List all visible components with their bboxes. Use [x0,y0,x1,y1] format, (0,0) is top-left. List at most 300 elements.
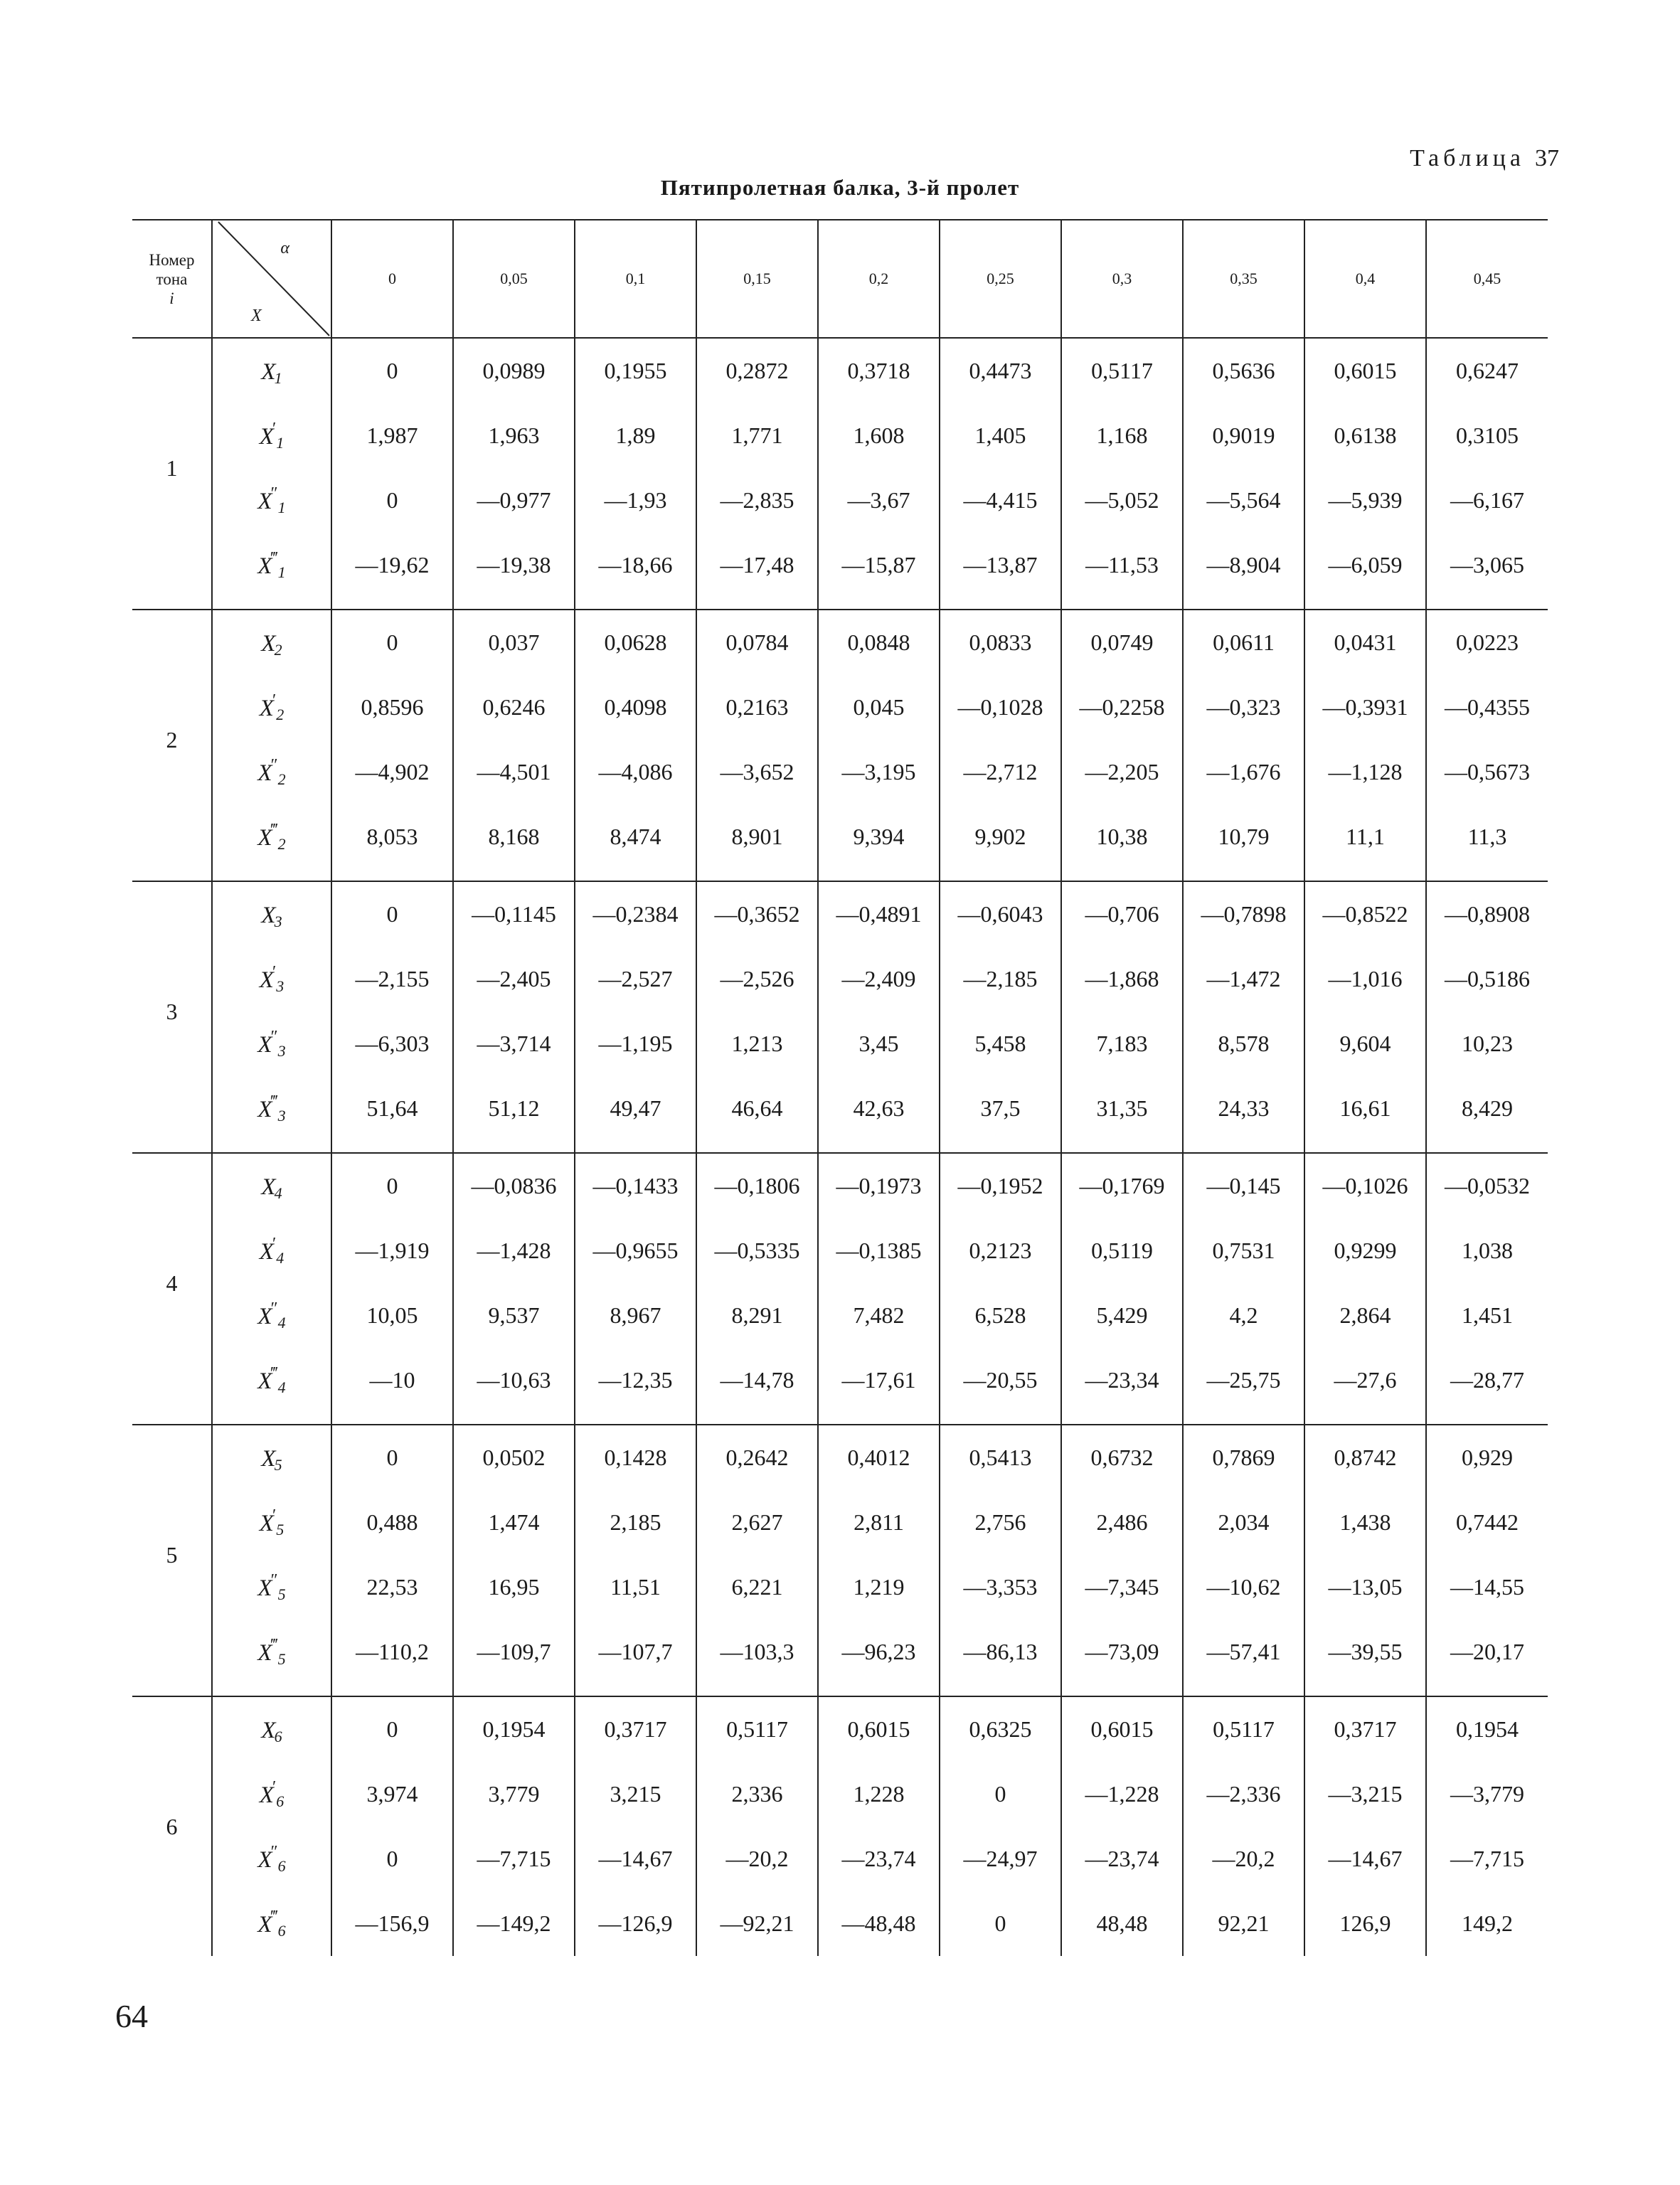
function-symbol [212,881,331,947]
value-cell: —5,939 [1304,468,1426,533]
function-symbol [212,1076,331,1141]
function-symbol [212,1762,331,1827]
spacer-cell [1183,1141,1304,1153]
value-cell: —1,472 [1183,947,1304,1011]
spacer-cell [1426,1413,1548,1425]
value-cell: 8,429 [1426,1076,1548,1141]
value-cell: —0,1026 [1304,1153,1426,1218]
value-cell: —2,405 [453,947,575,1011]
spacer-cell [696,597,818,610]
value-cell: —5,564 [1183,468,1304,533]
value-cell: 37,5 [940,1076,1061,1141]
value-cell: 0,1954 [453,1696,575,1762]
alpha-header: 0,45 [1426,220,1548,338]
spacer-cell [1061,1413,1183,1425]
value-cell: 1,213 [696,1011,818,1076]
value-cell: —0,1769 [1061,1153,1183,1218]
value-cell: —0,4355 [1426,675,1548,740]
spacer-cell [212,597,331,610]
symbol-derivative-mark: ‴ [270,820,278,839]
value-cell: 1,963 [453,403,575,468]
alpha-header: 0,4 [1304,220,1426,338]
value-cell: —7,715 [453,1827,575,1891]
value-cell: —0,5186 [1426,947,1548,1011]
value-cell: 2,034 [1183,1490,1304,1555]
value-cell: —28,77 [1426,1348,1548,1413]
value-cell: —0,5673 [1426,740,1548,804]
spacer-cell [1061,869,1183,881]
value-cell: —149,2 [453,1891,575,1956]
value-cell: 0,0628 [575,610,696,675]
value-cell: 0,1954 [1426,1696,1548,1762]
value-cell: —1,128 [1304,740,1426,804]
table-row [132,1762,1548,1827]
symbol-subscript: 2 [277,770,286,788]
value-cell: 92,21 [1183,1891,1304,1956]
symbol-derivative-mark: ‴ [270,1092,278,1111]
value-cell: —18,66 [575,533,696,597]
value-cell: 0,8742 [1304,1425,1426,1490]
value-cell: —2,835 [696,468,818,533]
value-cell: 6,221 [696,1555,818,1620]
value-cell: —27,6 [1304,1348,1426,1413]
spacer-cell [132,1684,212,1696]
value-cell: 1,168 [1061,403,1183,468]
value-cell: 0,3718 [818,338,940,403]
symbol-derivative-mark: ′ [272,1234,277,1253]
value-cell: 11,1 [1304,804,1426,869]
value-cell: 9,394 [818,804,940,869]
function-symbol [212,1555,331,1620]
value-cell: 49,47 [575,1076,696,1141]
spacer-cell [818,597,940,610]
symbol-subscript: 5 [277,1585,286,1603]
value-cell: —7,345 [1061,1555,1183,1620]
table-label-word: Таблица [1410,145,1525,171]
symbol-base: X [257,1031,272,1058]
value-cell: —1,93 [575,468,696,533]
value-cell: 9,902 [940,804,1061,869]
value-cell: —0,9655 [575,1218,696,1283]
value-cell: —14,67 [575,1827,696,1891]
alpha-header: 0,05 [453,220,575,338]
value-cell: —3,67 [818,468,940,533]
value-cell: 0,5117 [1183,1696,1304,1762]
value-cell: —0,1433 [575,1153,696,1218]
symbol-subscript: 4 [277,1313,286,1331]
value-cell: —14,78 [696,1348,818,1413]
value-cell: 0 [331,1425,453,1490]
value-cell: —0,977 [453,468,575,533]
value-cell: —0,8522 [1304,881,1426,947]
value-cell: —4,415 [940,468,1061,533]
value-cell: 0,3717 [575,1696,696,1762]
function-symbol [212,740,331,804]
spacer-cell [1061,1141,1183,1153]
value-cell: 0 [331,338,453,403]
table-row [132,468,1548,533]
spacer-cell [453,1413,575,1425]
table-row [132,1218,1548,1283]
value-cell: 0,7869 [1183,1425,1304,1490]
value-cell: —0,7898 [1183,881,1304,947]
value-cell: 3,779 [453,1762,575,1827]
value-cell: 24,33 [1183,1076,1304,1141]
value-cell: —6,303 [331,1011,453,1076]
symbol-derivative-mark: ‴ [270,1363,278,1383]
value-cell: —2,205 [1061,740,1183,804]
spacer-cell [1061,1684,1183,1696]
alpha-header: 0,1 [575,220,696,338]
value-cell: 0 [331,881,453,947]
value-cell: 8,474 [575,804,696,869]
value-cell: —1,868 [1061,947,1183,1011]
value-cell: —0,706 [1061,881,1183,947]
value-cell: 0,5636 [1183,338,1304,403]
spacer-cell [1304,869,1426,881]
tone-number: 4 [132,1153,212,1413]
table-row [132,1490,1548,1555]
value-cell: 2,864 [1304,1283,1426,1348]
spacer-cell [940,1684,1061,1696]
value-cell: 16,61 [1304,1076,1426,1141]
spacer-cell [212,1141,331,1153]
value-cell: 1,438 [1304,1490,1426,1555]
spacer-cell [1304,597,1426,610]
value-cell: —39,55 [1304,1620,1426,1684]
group-separator [132,1141,1548,1153]
value-cell: 22,53 [331,1555,453,1620]
symbol-derivative-mark: ′ [272,691,277,710]
table-row [132,804,1548,869]
symbol-subscript: 5 [276,1520,285,1538]
spacer-cell [1183,1684,1304,1696]
value-cell: —0,1952 [940,1153,1061,1218]
alpha-header: 0 [331,220,453,338]
value-cell: —24,97 [940,1827,1061,1891]
value-cell: 0,6015 [1304,338,1426,403]
alpha-header: 0,3 [1061,220,1183,338]
value-cell: 51,12 [453,1076,575,1141]
table-label [1410,145,1559,172]
symbol-base: X [257,1911,272,1937]
table-row [132,1696,1548,1762]
spacer-cell [331,1413,453,1425]
value-cell: 2,811 [818,1490,940,1555]
value-cell: 2,627 [696,1490,818,1555]
value-cell: 42,63 [818,1076,940,1141]
spacer-cell [212,1684,331,1696]
value-cell: 8,168 [453,804,575,869]
function-symbol [212,1490,331,1555]
function-symbol [212,1218,331,1283]
value-cell: 3,215 [575,1762,696,1827]
value-cell: —7,715 [1426,1827,1548,1891]
value-cell: —86,13 [940,1620,1061,1684]
value-cell: —0,2384 [575,881,696,947]
value-cell: —14,55 [1426,1555,1548,1620]
symbol-subscript: 2 [277,834,286,853]
function-symbol [212,1891,331,1956]
value-cell: —96,23 [818,1620,940,1684]
symbol-subscript: 6 [277,1856,286,1875]
value-cell: —2,409 [818,947,940,1011]
value-cell: 8,578 [1183,1011,1304,1076]
value-cell: —13,05 [1304,1555,1426,1620]
value-cell: 51,64 [331,1076,453,1141]
value-cell: —11,53 [1061,533,1183,597]
symbol-base: X [259,423,274,450]
value-cell: —23,74 [1061,1827,1183,1891]
page-number: 64 [115,1998,148,2034]
value-cell: 11,3 [1426,804,1548,869]
group-separator [132,869,1548,881]
value-cell: —126,9 [575,1891,696,1956]
table-row [132,1891,1548,1956]
spacer-cell [1304,1141,1426,1153]
value-cell: 0,6325 [940,1696,1061,1762]
group-separator [132,1413,1548,1425]
value-cell: —3,215 [1304,1762,1426,1827]
value-cell: 0,9019 [1183,403,1304,468]
value-cell: —0,145 [1183,1153,1304,1218]
alpha-header: 0,15 [696,220,818,338]
alpha-header: 0,35 [1183,220,1304,338]
spacer-cell [132,869,212,881]
table-row [132,947,1548,1011]
value-cell: 0,0784 [696,610,818,675]
symbol-base: X [257,1368,272,1394]
spacer-cell [1304,1684,1426,1696]
table-body [132,338,1548,1956]
table-row [132,1283,1548,1348]
value-cell: 48,48 [1061,1891,1183,1956]
value-cell: 2,336 [696,1762,818,1827]
symbol-base: X [261,902,276,928]
value-cell: 16,95 [453,1555,575,1620]
spacer-cell [1426,869,1548,881]
symbol-subscript: 1 [277,563,286,581]
table-row [132,1555,1548,1620]
value-cell: —0,1028 [940,675,1061,740]
value-cell: 1,771 [696,403,818,468]
value-cell: 8,901 [696,804,818,869]
spacer-cell [940,1141,1061,1153]
spacer-cell [1426,597,1548,610]
value-cell: 7,183 [1061,1011,1183,1076]
table-row [132,533,1548,597]
value-cell: —0,1145 [453,881,575,947]
table-row [132,1076,1548,1141]
data-table [132,219,1548,1956]
table-row [132,610,1548,675]
alpha-header: 0,25 [940,220,1061,338]
spacer-cell [331,1141,453,1153]
table-row [132,675,1548,740]
value-cell: 2,756 [940,1490,1061,1555]
value-cell: —3,195 [818,740,940,804]
value-cell: 1,89 [575,403,696,468]
spacer-cell [940,597,1061,610]
value-cell: —1,016 [1304,947,1426,1011]
spacer-cell [331,1684,453,1696]
spacer-cell [1426,1684,1548,1696]
value-cell: —0,1385 [818,1218,940,1283]
symbol-base: X [257,824,272,851]
value-cell: —2,336 [1183,1762,1304,1827]
function-symbol [212,403,331,468]
table-row [132,1153,1548,1218]
symbol-base: X [259,695,274,721]
value-cell: 6,528 [940,1283,1061,1348]
symbol-derivative-mark: ′ [272,1506,277,1525]
value-cell: —17,48 [696,533,818,597]
symbol-subscript: 3 [277,1106,286,1125]
function-symbol [212,1425,331,1490]
symbol-base: X [259,967,274,993]
symbol-derivative-mark: ′ [272,962,277,982]
value-cell: 0,0749 [1061,610,1183,675]
value-cell: 0,6732 [1061,1425,1183,1490]
value-cell: —0,0532 [1426,1153,1548,1218]
tone-header-line-2: тона [156,270,188,288]
value-cell: —14,67 [1304,1827,1426,1891]
value-cell: 0,7531 [1183,1218,1304,1283]
value-cell: —48,48 [818,1891,940,1956]
value-cell: 0 [331,1827,453,1891]
tone-number: 3 [132,881,212,1141]
value-cell: —6,167 [1426,468,1548,533]
tone-header-line-3: i [169,289,174,307]
value-cell: —92,21 [696,1891,818,1956]
spacer-cell [1183,597,1304,610]
symbol-base: X [257,488,272,514]
symbol-base: X [259,1782,274,1808]
value-cell: 126,9 [1304,1891,1426,1956]
value-cell: 0,6138 [1304,403,1426,468]
value-cell: 0,0833 [940,610,1061,675]
value-cell: —0,0836 [453,1153,575,1218]
symbol-base: X [257,1096,272,1122]
alpha-header: 0,2 [818,220,940,338]
value-cell: —57,41 [1183,1620,1304,1684]
symbol-base: X [257,1303,272,1329]
value-cell: —4,902 [331,740,453,804]
symbol-subscript: 2 [276,705,285,723]
symbol-subscript: 1 [277,498,286,516]
value-cell: —19,62 [331,533,453,597]
spacer-cell [1426,1141,1548,1153]
value-cell: —3,652 [696,740,818,804]
value-cell: 0,5117 [696,1696,818,1762]
value-cell: —109,7 [453,1620,575,1684]
symbol-subscript: 3 [274,912,282,930]
x-symbol: X [251,307,262,325]
value-cell: —15,87 [818,533,940,597]
value-cell: 10,23 [1426,1011,1548,1076]
value-cell: 1,038 [1426,1218,1548,1283]
value-cell: —23,74 [818,1827,940,1891]
value-cell: 1,474 [453,1490,575,1555]
symbol-base: X [261,358,276,385]
function-symbol [212,1696,331,1762]
table-row [132,1620,1548,1684]
data-table-container [132,219,1548,1956]
spacer-cell [453,1141,575,1153]
spacer-cell [696,1684,818,1696]
value-cell: —3,065 [1426,533,1548,597]
value-cell: 0,4473 [940,338,1061,403]
symbol-subscript: 2 [274,640,282,659]
value-cell: 0 [940,1891,1061,1956]
value-cell: 0,2123 [940,1218,1061,1283]
value-cell: —3,714 [453,1011,575,1076]
spacer-cell [575,1684,696,1696]
value-cell: —1,676 [1183,740,1304,804]
value-cell: —23,34 [1061,1348,1183,1413]
symbol-subscript: 4 [277,1378,286,1396]
value-cell: 0 [331,468,453,533]
value-cell: 5,458 [940,1011,1061,1076]
spacer-cell [818,1141,940,1153]
table-row [132,740,1548,804]
symbol-subscript: 3 [277,1041,286,1060]
function-symbol [212,468,331,533]
value-cell: —0,8908 [1426,881,1548,947]
spacer-cell [818,1413,940,1425]
value-cell: 8,291 [696,1283,818,1348]
spacer-cell [696,869,818,881]
function-symbol [212,1153,331,1218]
value-cell: —3,779 [1426,1762,1548,1827]
value-cell: —73,09 [1061,1620,1183,1684]
value-cell: —20,17 [1426,1620,1548,1684]
table-title: Пятипролетная балка, 3-й пролет [660,175,1020,200]
value-cell: —0,3652 [696,881,818,947]
spacer-cell [575,869,696,881]
function-symbol [212,1620,331,1684]
value-cell: 10,79 [1183,804,1304,869]
symbol-derivative-mark: ″ [270,1027,278,1046]
table-row [132,1425,1548,1490]
value-cell: —10,62 [1183,1555,1304,1620]
value-cell: 0,4012 [818,1425,940,1490]
value-cell: 0,3105 [1426,403,1548,468]
value-cell: —1,919 [331,1218,453,1283]
symbol-subscript: 4 [276,1248,285,1267]
symbol-base: X [257,760,272,786]
table-row [132,338,1548,403]
table-row [132,881,1548,947]
value-cell: 46,64 [696,1076,818,1141]
tone-header-line-1: Номер [149,250,195,269]
value-cell: 3,45 [818,1011,940,1076]
spacer-cell [331,597,453,610]
symbol-base: X [257,1846,272,1873]
spacer-cell [453,597,575,610]
value-cell: —0,5335 [696,1218,818,1283]
value-cell: 8,053 [331,804,453,869]
value-cell: —1,228 [1061,1762,1183,1827]
spacer-cell [331,869,453,881]
value-cell: 0,929 [1426,1425,1548,1490]
symbol-base: X [261,1174,276,1200]
value-cell: —0,1806 [696,1153,818,1218]
value-cell: 0,6247 [1426,338,1548,403]
spacer-cell [132,1413,212,1425]
value-cell: —0,4891 [818,881,940,947]
value-cell: 8,967 [575,1283,696,1348]
